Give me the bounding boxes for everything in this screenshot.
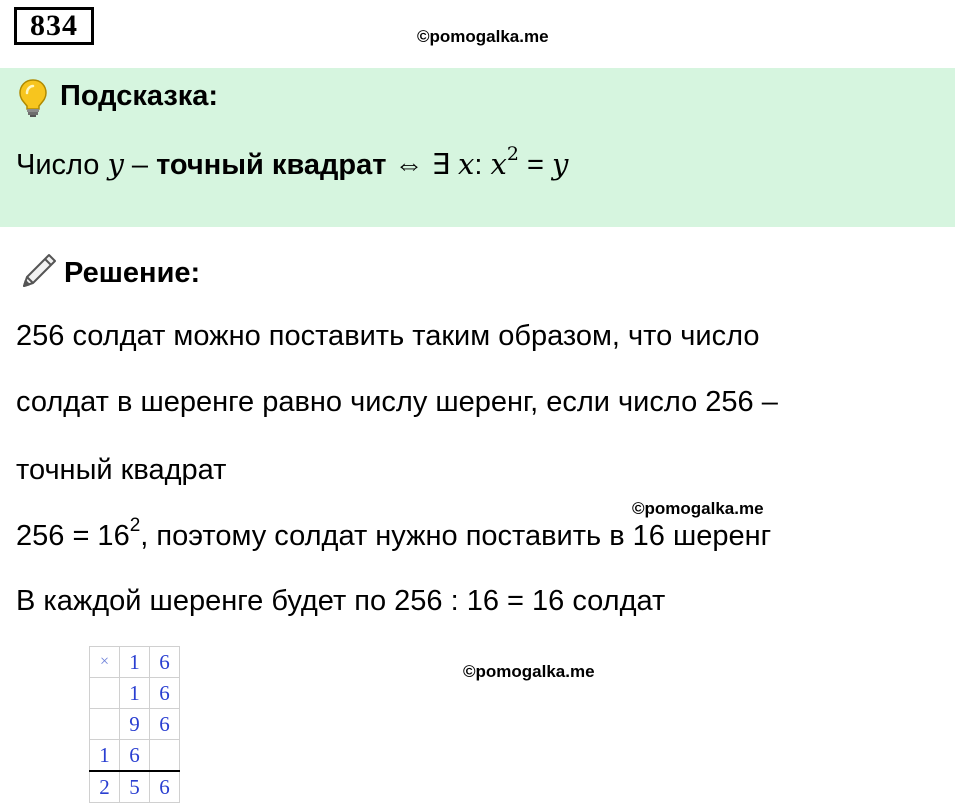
table-row	[90, 647, 180, 678]
problem-number: 834	[14, 7, 94, 45]
table-cell: 6	[150, 678, 180, 709]
hint-text	[16, 144, 568, 188]
solution-line-3: точный квадрат	[16, 454, 227, 486]
table-cell	[90, 678, 120, 709]
solution-line-5: В каждой шеренге будет по 256 : 16 = 16 солдат	[16, 585, 666, 617]
table-cell	[90, 709, 120, 740]
hint-prefix: Число	[16, 149, 108, 181]
hint-eq: =	[518, 149, 552, 181]
solution-line-2: солдат в шеренге равно числу шеренг, если число 256 –	[16, 386, 778, 418]
line4-exponent: 2	[129, 515, 141, 536]
hint-iff: ⇔ ∃	[386, 149, 458, 181]
table-cell: 6	[150, 647, 180, 678]
pencil-icon	[18, 250, 60, 292]
line4-prefix: 256 = 16	[16, 520, 130, 552]
table-cell: 9	[120, 709, 150, 740]
table-cell: 6	[120, 740, 150, 772]
table-row	[90, 740, 180, 772]
table-cell	[150, 740, 180, 772]
hint-var-x2: x	[490, 147, 507, 181]
table-cell: 2	[90, 771, 120, 803]
table-row	[90, 709, 180, 740]
multiplication-table	[89, 646, 180, 803]
watermark-bottom: ©pomogalka.me	[463, 662, 595, 681]
table-row	[90, 678, 180, 709]
table-cell: 6	[150, 709, 180, 740]
watermark-middle: ©pomogalka.me	[632, 499, 764, 518]
table-cell: 5	[120, 771, 150, 803]
hint-var-y: y	[107, 147, 124, 181]
hint-title: Подсказка:	[60, 80, 219, 112]
table-cell: 1	[90, 740, 120, 772]
multiply-sign: ×	[90, 647, 120, 678]
table-cell: 6	[150, 771, 180, 803]
hint-colon: :	[474, 149, 491, 181]
hint-bold-phrase: точный квадрат	[156, 149, 387, 181]
solution-line-1: 256 солдат можно поставить таким образом, что число	[16, 320, 760, 352]
table-cell: 1	[120, 678, 150, 709]
hint-var-y2: y	[551, 147, 569, 181]
hint-var-x: x	[457, 147, 475, 181]
watermark-top: ©pomogalka.me	[417, 27, 549, 46]
hint-dash: –	[123, 149, 157, 181]
solution-line-4	[16, 515, 772, 558]
lightbulb-icon	[18, 78, 48, 118]
table-row-result	[90, 771, 180, 803]
hint-exponent: 2	[506, 143, 519, 165]
line4-suffix: , поэтому солдат нужно поставить в 16 шеренг	[140, 520, 772, 552]
solution-title: Решение:	[64, 257, 201, 289]
table-cell: 1	[120, 647, 150, 678]
